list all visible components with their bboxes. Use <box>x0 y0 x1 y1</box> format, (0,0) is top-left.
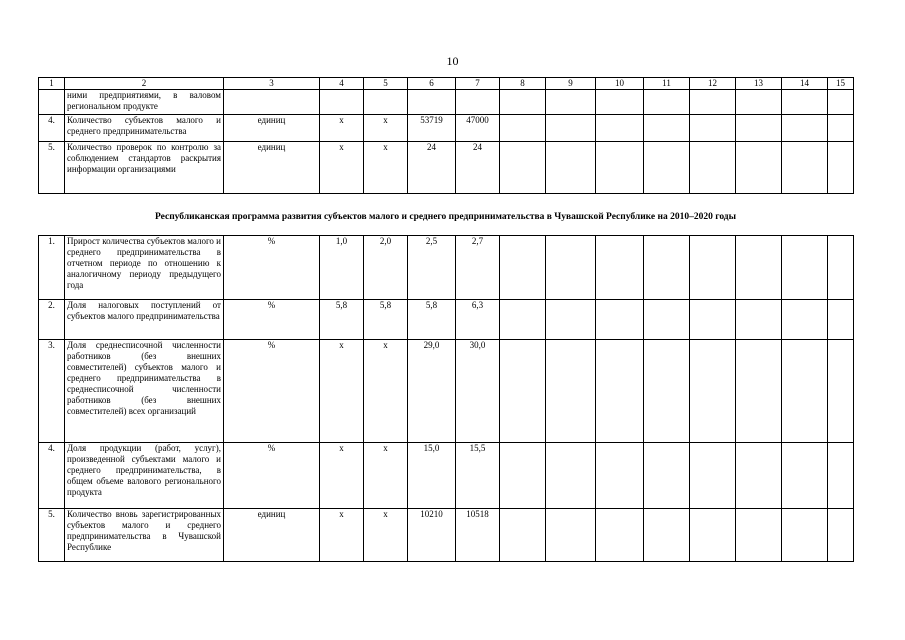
empty-cell <box>690 509 736 562</box>
header-cell: 2 <box>65 78 224 90</box>
indicator-name: Доля среднесписочной численности работников (без внешних совместителей) субъектов малого и среднего предпринимательства в среднесписочной численности работников (без внешних совместителей) всех организаций <box>65 340 224 443</box>
empty-cell <box>596 443 644 509</box>
empty-cell <box>596 509 644 562</box>
value-cell: 2,5 <box>408 236 456 300</box>
value-cell <box>456 90 500 115</box>
table-row <box>39 115 854 142</box>
empty-cell <box>690 443 736 509</box>
empty-cell <box>690 340 736 443</box>
unit-cell: % <box>224 443 320 509</box>
table-row <box>39 236 854 300</box>
value-cell: 47000 <box>456 115 500 142</box>
value-cell: 30,0 <box>456 340 500 443</box>
value-cell: х <box>364 340 408 443</box>
empty-cell <box>644 236 690 300</box>
empty-cell <box>828 142 854 194</box>
header-cell: 10 <box>596 78 644 90</box>
unit-cell: единиц <box>224 115 320 142</box>
empty-cell <box>782 443 828 509</box>
header-cell: 12 <box>690 78 736 90</box>
value-cell: 15,0 <box>408 443 456 509</box>
header-cell: 13 <box>736 78 782 90</box>
empty-cell <box>500 443 546 509</box>
value-cell: х <box>320 115 364 142</box>
empty-cell <box>736 509 782 562</box>
value-cell: 24 <box>456 142 500 194</box>
empty-cell <box>500 300 546 340</box>
indicator-name: Количество вновь зарегистрированных субъектов малого и среднего предпринимательства в Чувашской Республике <box>65 509 224 562</box>
empty-cell <box>596 236 644 300</box>
header-cell: 11 <box>644 78 690 90</box>
row-number: 2. <box>39 300 65 340</box>
empty-cell <box>644 115 690 142</box>
empty-cell <box>782 142 828 194</box>
header-cell: 9 <box>546 78 596 90</box>
empty-cell <box>500 236 546 300</box>
value-cell: х <box>364 509 408 562</box>
empty-cell <box>736 300 782 340</box>
empty-cell <box>546 443 596 509</box>
empty-cell <box>828 509 854 562</box>
empty-cell <box>736 142 782 194</box>
unit-cell: % <box>224 300 320 340</box>
empty-cell <box>546 90 596 115</box>
empty-cell <box>500 509 546 562</box>
unit-cell <box>224 90 320 115</box>
value-cell <box>320 90 364 115</box>
section-title: Республиканская программа развития субъектов малого и среднего предпринимательства в Чувашской Республике на 2010–2020 годы <box>154 212 737 222</box>
empty-cell <box>736 340 782 443</box>
empty-cell <box>782 509 828 562</box>
table-row <box>39 300 854 340</box>
value-cell: 53719 <box>408 115 456 142</box>
indicator-name: Количество субъектов малого и среднего предпринимательства <box>65 115 224 142</box>
empty-cell <box>500 90 546 115</box>
empty-cell <box>546 340 596 443</box>
value-cell: 2,7 <box>456 236 500 300</box>
value-cell: 5,8 <box>364 300 408 340</box>
empty-cell <box>546 509 596 562</box>
empty-cell <box>736 236 782 300</box>
value-cell: 6,3 <box>456 300 500 340</box>
value-cell: 5,8 <box>320 300 364 340</box>
empty-cell <box>690 142 736 194</box>
value-cell: 10210 <box>408 509 456 562</box>
empty-cell <box>596 115 644 142</box>
unit-cell: единиц <box>224 509 320 562</box>
empty-cell <box>500 115 546 142</box>
unit-cell: % <box>224 340 320 443</box>
empty-cell <box>500 142 546 194</box>
row-number: 1. <box>39 236 65 300</box>
empty-cell <box>736 115 782 142</box>
unit-cell: единиц <box>224 142 320 194</box>
value-cell: х <box>320 142 364 194</box>
empty-cell <box>690 90 736 115</box>
page-number: 10 <box>446 54 459 68</box>
table-row <box>39 90 854 115</box>
value-cell <box>364 90 408 115</box>
empty-cell <box>782 340 828 443</box>
table-row <box>39 443 854 509</box>
empty-cell <box>644 300 690 340</box>
value-cell: х <box>364 443 408 509</box>
empty-cell <box>690 300 736 340</box>
indicator-name: Прирост количества субъектов малого и среднего предпринимательства в отчетном периоде по отношению к аналогичному периоду предыдущего года <box>65 236 224 300</box>
empty-cell <box>546 300 596 340</box>
value-cell: х <box>364 115 408 142</box>
empty-cell <box>782 236 828 300</box>
header-cell: 5 <box>364 78 408 90</box>
empty-cell <box>644 340 690 443</box>
value-cell: 10518 <box>456 509 500 562</box>
value-cell: х <box>320 340 364 443</box>
value-cell: 15,5 <box>456 443 500 509</box>
row-number: 3. <box>39 340 65 443</box>
header-cell: 6 <box>408 78 456 90</box>
row-number: 5. <box>39 142 65 194</box>
header-cell: 3 <box>224 78 320 90</box>
empty-cell <box>782 300 828 340</box>
header-cell: 14 <box>782 78 828 90</box>
empty-cell <box>736 90 782 115</box>
value-cell: 2,0 <box>364 236 408 300</box>
empty-cell <box>782 115 828 142</box>
unit-cell: % <box>224 236 320 300</box>
empty-cell <box>690 236 736 300</box>
empty-cell <box>596 142 644 194</box>
header-cell: 8 <box>500 78 546 90</box>
row-number <box>39 90 65 115</box>
empty-cell <box>596 90 644 115</box>
row-number: 4. <box>39 443 65 509</box>
indicator-name: Количество проверок по контролю за соблюдением стандартов раскрытия информации организациями <box>65 142 224 194</box>
empty-cell <box>736 443 782 509</box>
empty-cell <box>828 340 854 443</box>
indicator-name: ними предприятиями, в валовом региональном продукте <box>65 90 224 115</box>
empty-cell <box>644 90 690 115</box>
value-cell: х <box>364 142 408 194</box>
table-header-row <box>39 78 854 90</box>
table-row <box>39 340 854 443</box>
table-row <box>39 509 854 562</box>
value-cell: х <box>320 443 364 509</box>
indicator-name: Доля налоговых поступлений от субъектов малого предпринимательства <box>65 300 224 340</box>
value-cell: 24 <box>408 142 456 194</box>
row-number: 5. <box>39 509 65 562</box>
empty-cell <box>828 300 854 340</box>
indicators-table-bottom <box>38 235 854 562</box>
empty-cell <box>828 236 854 300</box>
empty-cell <box>828 115 854 142</box>
empty-cell <box>596 340 644 443</box>
value-cell: х <box>320 509 364 562</box>
indicator-name: Доля продукции (работ, услуг), произведенной субъектами малого и среднего предпринимательства, в общем объеме валового регионального продукта <box>65 443 224 509</box>
empty-cell <box>546 115 596 142</box>
indicators-table-top <box>38 77 854 194</box>
empty-cell <box>546 236 596 300</box>
empty-cell <box>644 142 690 194</box>
empty-cell <box>500 340 546 443</box>
empty-cell <box>644 443 690 509</box>
empty-cell <box>782 90 828 115</box>
empty-cell <box>644 509 690 562</box>
value-cell <box>408 90 456 115</box>
value-cell: 29,0 <box>408 340 456 443</box>
header-cell: 15 <box>828 78 854 90</box>
table-row <box>39 142 854 194</box>
header-cell: 7 <box>456 78 500 90</box>
empty-cell <box>828 443 854 509</box>
empty-cell <box>546 142 596 194</box>
empty-cell <box>828 90 854 115</box>
value-cell: 5,8 <box>408 300 456 340</box>
row-number: 4. <box>39 115 65 142</box>
value-cell: 1,0 <box>320 236 364 300</box>
header-cell: 4 <box>320 78 364 90</box>
empty-cell <box>596 300 644 340</box>
header-cell: 1 <box>39 78 65 90</box>
empty-cell <box>690 115 736 142</box>
